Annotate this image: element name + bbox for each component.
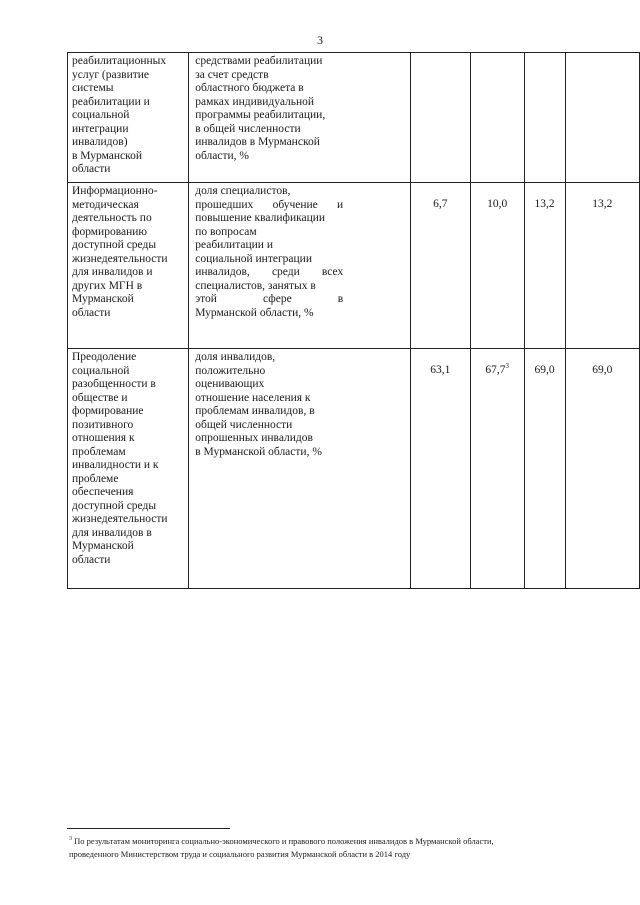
indicator-text-line: реабилитации и bbox=[195, 239, 273, 251]
task-text-line: формирование bbox=[72, 405, 144, 417]
value-text: 63,1 bbox=[430, 364, 451, 376]
indicator-text-line: доля специалистов, bbox=[195, 185, 291, 197]
task-text-line: для инвалидов в bbox=[72, 526, 152, 539]
value-cell-1 bbox=[410, 53, 470, 183]
indicator-text-line: в Мурманской области, % bbox=[195, 445, 322, 458]
footnote-divider bbox=[67, 828, 230, 829]
task-text-line: инвалидов) bbox=[72, 136, 128, 148]
value-text: 69,0 bbox=[592, 364, 613, 376]
task-text-line: Мурманской bbox=[72, 540, 134, 552]
footnote-mark: 3 bbox=[69, 836, 72, 843]
task-text-line: реабилитационных bbox=[72, 55, 167, 67]
task-text-line: доступной среды bbox=[72, 239, 157, 251]
indicator-cell bbox=[189, 183, 411, 349]
indicator-text-line: средствами реабилитации bbox=[195, 55, 323, 67]
indicator-text-line: программы реабилитации, bbox=[195, 109, 326, 121]
indicator-text-line: прошедших обучение и bbox=[195, 198, 344, 211]
indicator-cell bbox=[189, 53, 411, 183]
value-cell-3 bbox=[524, 349, 565, 589]
task-text-line: Мурманской bbox=[72, 293, 134, 305]
task-cell bbox=[68, 183, 189, 349]
indicator-text-line: за счет средств bbox=[195, 68, 269, 81]
value-text: 69,0 bbox=[534, 364, 555, 376]
table-row bbox=[68, 53, 640, 183]
value-cell-2 bbox=[470, 53, 524, 183]
table-row bbox=[68, 349, 640, 589]
footnote-line-1: По результатам мониторинга социально-экономического и правового положения инвалидов в Мурманской области, bbox=[74, 836, 494, 846]
task-text-line: жизнедеятельности bbox=[72, 513, 168, 525]
value-text: 13,2 bbox=[534, 198, 555, 210]
value-cell-2 bbox=[470, 349, 524, 589]
task-text-line: социальной bbox=[72, 109, 130, 121]
indicator-text-line: Мурманской области, % bbox=[195, 306, 314, 319]
task-text-line: жизнедеятельности bbox=[72, 252, 168, 265]
task-text-line: обеспечения bbox=[72, 486, 134, 498]
task-text-line: области bbox=[72, 306, 111, 319]
task-text-line: проблеме bbox=[72, 472, 119, 485]
task-text-line: для инвалидов и bbox=[72, 266, 153, 278]
task-text-line: инвалидности и к bbox=[72, 459, 159, 471]
task-text-line: формированию bbox=[72, 225, 147, 238]
indicator-text-line: этой сфере в bbox=[195, 293, 344, 305]
footnote bbox=[69, 835, 589, 861]
task-text-line: интеграции bbox=[72, 122, 129, 135]
value-cell-4 bbox=[565, 349, 639, 589]
value-cell-4 bbox=[565, 183, 639, 349]
indicator-text-line: проблемам инвалидов, в bbox=[195, 405, 315, 417]
indicator-text-line: социальной интеграции bbox=[195, 252, 312, 265]
indicator-text-line: области, % bbox=[195, 149, 249, 162]
task-text-line: услуг (развитие bbox=[72, 68, 150, 81]
task-text-line: Информационно- bbox=[72, 185, 158, 197]
task-text-line: области bbox=[72, 163, 111, 175]
task-text-line: в Мурманской bbox=[72, 149, 143, 162]
task-cell bbox=[68, 53, 189, 183]
value-cell-1 bbox=[410, 349, 470, 589]
value-cell-3 bbox=[524, 183, 565, 349]
footnote-line-2: проведенного Министерством труда и социального развития Мурманской области в 2014 году bbox=[69, 849, 411, 859]
value-text: 13,2 bbox=[592, 198, 613, 210]
indicator-text-line: отношение населения к bbox=[195, 391, 311, 404]
task-text-line: разобщенности в bbox=[72, 378, 156, 390]
value-text: 67,7 bbox=[485, 364, 506, 376]
indicator-text-line: специалистов, занятых в bbox=[195, 279, 316, 292]
task-text-line: системы bbox=[72, 82, 114, 94]
task-text-line: деятельность по bbox=[72, 212, 152, 224]
value-cell-2 bbox=[470, 183, 524, 349]
indicator-text-line: общей численности bbox=[195, 418, 293, 431]
value-text: 10,0 bbox=[487, 198, 508, 210]
task-text-line: доступной среды bbox=[72, 499, 157, 512]
indicator-text-line: положительно bbox=[195, 364, 266, 377]
value-cell-1 bbox=[410, 183, 470, 349]
page-number: 3 bbox=[317, 33, 323, 47]
task-text-line: методическая bbox=[72, 198, 139, 211]
value-cell-3 bbox=[524, 53, 565, 183]
indicator-text-line: опрошенных инвалидов bbox=[195, 432, 313, 444]
indicators-table bbox=[67, 52, 640, 589]
table-row bbox=[68, 183, 640, 349]
indicator-text-line: повышение квалификации bbox=[195, 212, 326, 224]
footnote-reference: 3 bbox=[505, 362, 510, 371]
task-cell bbox=[68, 349, 189, 589]
task-text-line: социальной bbox=[72, 364, 130, 377]
value-text: 6,7 bbox=[433, 198, 448, 210]
task-text-line: обществе и bbox=[72, 391, 128, 404]
task-text-line: области bbox=[72, 553, 111, 566]
task-text-line: других МГН в bbox=[72, 279, 143, 292]
indicator-text-line: в общей численности bbox=[195, 122, 301, 135]
indicator-text-line: по вопросам bbox=[195, 225, 257, 238]
indicator-text-line: рамках индивидуальной bbox=[195, 95, 315, 108]
table-body bbox=[68, 53, 640, 589]
task-text-line: проблемам bbox=[72, 445, 126, 458]
value-cell-4 bbox=[565, 53, 639, 183]
indicator-cell bbox=[189, 349, 411, 589]
indicator-text-line: инвалидов в Мурманской bbox=[195, 136, 320, 148]
indicator-text-line: областного бюджета в bbox=[195, 82, 304, 94]
task-text-line: Преодоление bbox=[72, 351, 137, 363]
indicator-text-line: оценивающих bbox=[195, 378, 265, 390]
task-text-line: отношения к bbox=[72, 432, 135, 444]
task-text-line: позитивного bbox=[72, 418, 134, 431]
indicator-text-line: инвалидов, среди всех bbox=[195, 266, 344, 278]
indicator-text-line: доля инвалидов, bbox=[195, 351, 276, 363]
task-text-line: реабилитации и bbox=[72, 95, 150, 108]
